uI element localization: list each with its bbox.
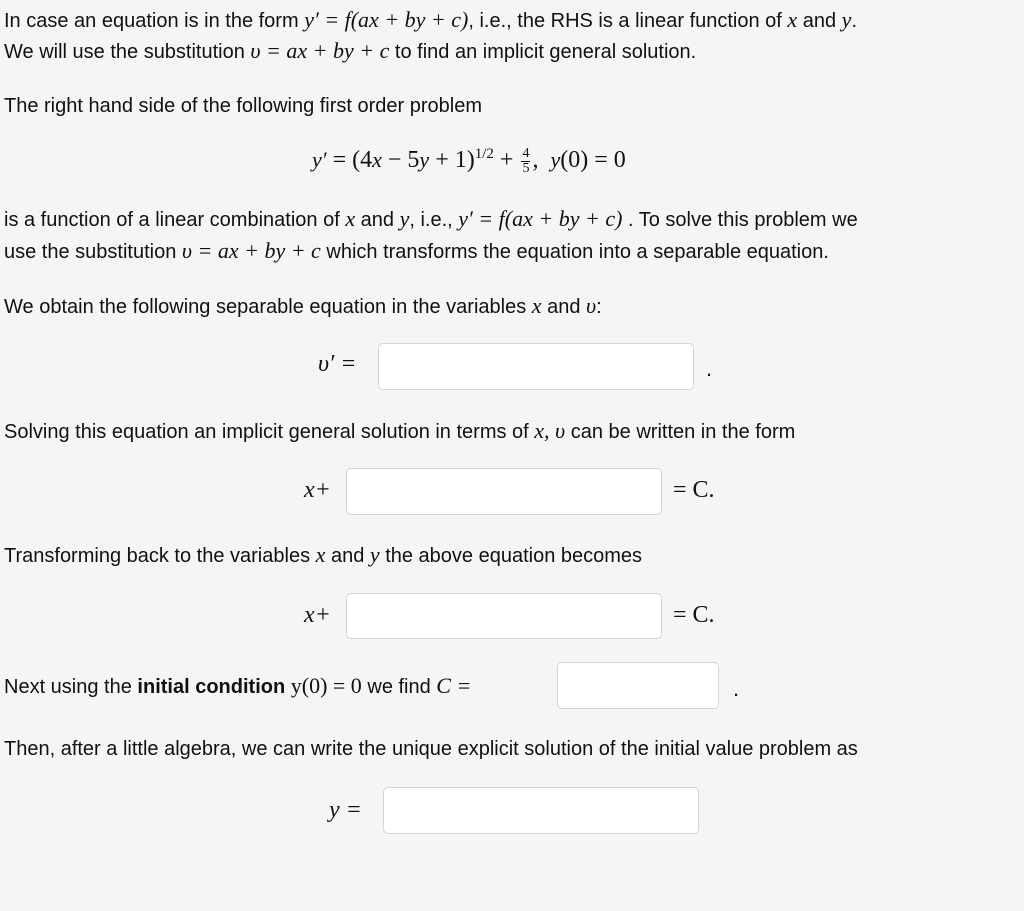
math-x: x — [345, 206, 356, 231]
intro-text: . — [851, 10, 857, 32]
math-x: x — [315, 542, 326, 567]
explain-text: is a function of a linear combination of — [4, 209, 346, 231]
intro-text: to find an implicit general solution. — [389, 41, 697, 63]
math-y: y — [841, 7, 852, 32]
math-form: y′ = f(ax + by + c) — [304, 7, 469, 32]
answer-5-label: y = — [329, 797, 362, 823]
fraction-numerator: 4 — [522, 145, 530, 161]
answer-4-period: . — [733, 676, 740, 701]
math-text: − 5 — [381, 147, 420, 173]
answer-1-label: υ′ = — [318, 351, 357, 377]
explain-text: use the substitution — [4, 241, 182, 263]
math-text: , — [532, 147, 539, 173]
separable-prompt — [4, 294, 602, 319]
explain-text: and — [355, 209, 400, 231]
transform-prompt — [4, 543, 642, 568]
explicit-prompt: Then, after a little algebra, we can write the unique explicit solution of the initial value problem as — [4, 738, 858, 760]
math-x: x — [787, 7, 798, 32]
math-text: + 1) — [429, 147, 475, 173]
problem-intro: The right hand side of the following first order problem — [4, 95, 483, 117]
math-C: C = — [436, 673, 472, 698]
math-vars: x, υ — [534, 418, 566, 443]
answer-3-trailing: = C. — [673, 602, 715, 628]
math-v: υ — [586, 293, 597, 318]
implicit-prompt — [4, 419, 795, 444]
fraction-denominator: 5 — [522, 160, 530, 176]
prompt-text: : — [596, 296, 602, 318]
fraction — [521, 147, 530, 176]
math-y: y — [419, 147, 430, 172]
explain-line-1 — [4, 207, 858, 232]
answer-1-period: . — [706, 356, 713, 381]
answer-5-input[interactable] — [383, 787, 699, 834]
explain-text: . To solve this problem we — [622, 209, 858, 231]
explain-text: , i.e., — [409, 209, 459, 231]
prompt-text: and — [541, 296, 587, 318]
intro-text: , i.e., the RHS is a linear function of — [468, 10, 788, 32]
prompt-text: We obtain the following separable equation in the variables — [4, 296, 532, 318]
explain-text: which transforms the equation into a separable equation. — [320, 241, 829, 263]
intro-text: We will use the substitution — [4, 41, 251, 63]
intro-line-1 — [4, 8, 857, 33]
math-substitution: υ = ax + by + c — [250, 38, 390, 63]
intro-text: and — [797, 10, 842, 32]
answer-2-input[interactable] — [346, 468, 662, 515]
prompt-text: can be written in the form — [565, 421, 796, 443]
initial-condition-line — [4, 674, 471, 699]
math-text: = (4 — [326, 147, 373, 173]
math-x: x — [531, 293, 542, 318]
prompt-text: Solving this equation an implicit general solution in terms of — [4, 421, 535, 443]
math-substitution: υ = ax + by + c — [181, 238, 321, 263]
answer-4-input[interactable] — [557, 662, 719, 709]
prompt-text: we find — [361, 676, 437, 698]
answer-2-trailing: = C. — [673, 477, 715, 503]
math-form: y′ = f(ax + by + c) — [458, 206, 623, 231]
math-text: + — [493, 147, 520, 173]
math-y-prime: y′ — [312, 147, 327, 172]
math-y: y — [369, 542, 380, 567]
prompt-text: and — [325, 545, 370, 567]
bold-initial-condition: initial condition — [137, 676, 286, 698]
math-initial-condition: (0) = 0 — [560, 147, 626, 173]
math-x: x — [372, 147, 382, 172]
answer-3-input[interactable] — [346, 593, 662, 639]
answer-1-input[interactable] — [378, 343, 694, 390]
problem-equation — [312, 146, 626, 176]
prompt-text: the above equation becomes — [379, 545, 643, 567]
math-y: y — [399, 206, 410, 231]
intro-line-2 — [4, 39, 696, 64]
math-exponent: 1/2 — [474, 146, 494, 162]
answer-2-label: x+ — [304, 477, 331, 503]
intro-text: In case an equation is in the form — [4, 10, 305, 32]
math-initial-condition: y(0) = 0 — [290, 673, 362, 698]
prompt-text: Next using the — [4, 676, 138, 698]
math-y: y — [550, 147, 561, 172]
answer-3-label: x+ — [304, 602, 331, 628]
explain-line-2 — [4, 239, 829, 264]
prompt-text: Transforming back to the variables — [4, 545, 316, 567]
